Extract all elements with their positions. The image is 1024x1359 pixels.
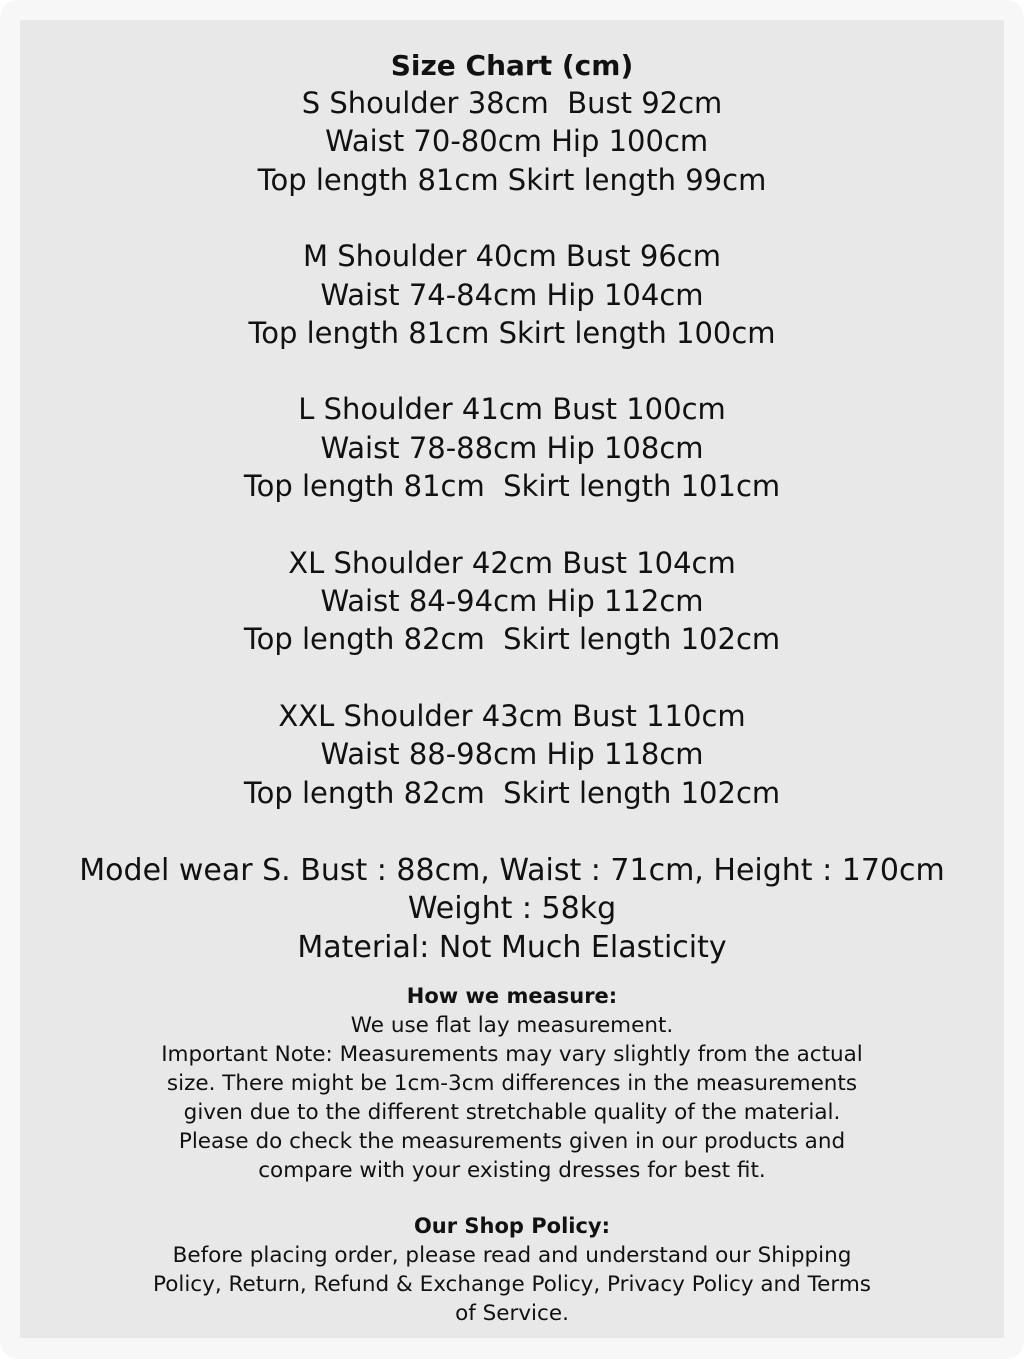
size-m-line-2: Waist 74-84cm Hip 104cm [320, 277, 704, 312]
measure-line: compare with your existing dresses for best fit. [258, 1158, 766, 1183]
policy-line: of Service. [455, 1301, 569, 1326]
how-we-measure-section [20, 982, 1004, 1185]
shop-policy-heading: Our Shop Policy: [413, 1214, 611, 1238]
material-note: Material: Not Much Elasticity [297, 929, 727, 965]
size-chart-title: Size Chart (cm) [390, 49, 634, 82]
size-list [20, 84, 1004, 850]
size-block-xl [20, 544, 1004, 659]
size-xl-line-3: Top length 82cm Skirt length 102cm [243, 622, 781, 657]
size-xxl-line-2: Waist 88-98cm Hip 118cm [320, 737, 704, 772]
size-s-line-1: S Shoulder 38cm Bust 92cm [301, 86, 723, 120]
measure-line: size. There might be 1cm-3cm differences in the measurements [166, 1071, 858, 1096]
size-s-line-2: Waist 70-80cm Hip 100cm [315, 124, 709, 159]
size-m-line-1: M Shoulder 40cm Bust 96cm [303, 239, 721, 274]
size-m-line-3: Top length 81cm Skirt length 100cm [248, 316, 776, 351]
policy-line: Before placing order, please read and understand our Shipping [172, 1243, 852, 1268]
size-l-line-2: Waist 78-88cm Hip 108cm [320, 430, 704, 465]
size-xl-line-1: XL Shoulder 42cm Bust 104cm [288, 545, 736, 580]
size-chart-panel [20, 20, 1004, 1338]
size-s-line-3: Top length 81cm Skirt length 99cm [257, 162, 767, 197]
model-measurements: Model wear S. Bust : 88cm, Waist : 71cm, Height : 170cm [79, 853, 945, 888]
measure-line: We use flat lay measurement. [350, 1013, 674, 1038]
size-block-m [20, 237, 1004, 352]
size-l-line-3: Top length 81cm Skirt length 101cm [243, 469, 781, 504]
model-info [20, 852, 1004, 967]
policy-line: Policy, Return, Refund & Exchange Policy, Privacy Policy and Terms [153, 1272, 871, 1297]
model-weight: Weight : 58kg [407, 891, 617, 927]
measure-line: Please do check the measurements given in our products and [178, 1129, 846, 1154]
size-xxl-line-3: Top length 82cm Skirt length 102cm [243, 775, 781, 810]
size-block-l [20, 390, 1004, 505]
size-block-xxl [20, 697, 1004, 812]
size-xl-line-2: Waist 84-94cm Hip 112cm [320, 584, 704, 619]
how-we-measure-heading: How we measure: [406, 984, 618, 1008]
size-block-s [20, 84, 1004, 199]
measure-line: given due to the different stretchable quality of the material. [183, 1100, 841, 1125]
size-xxl-line-1: XXL Shoulder 43cm Bust 110cm [278, 698, 746, 733]
size-l-line-1: L Shoulder 41cm Bust 100cm [298, 392, 726, 427]
measure-line: Important Note: Measurements may vary slightly from the actual [161, 1042, 863, 1067]
shop-policy-section [20, 1212, 1004, 1328]
